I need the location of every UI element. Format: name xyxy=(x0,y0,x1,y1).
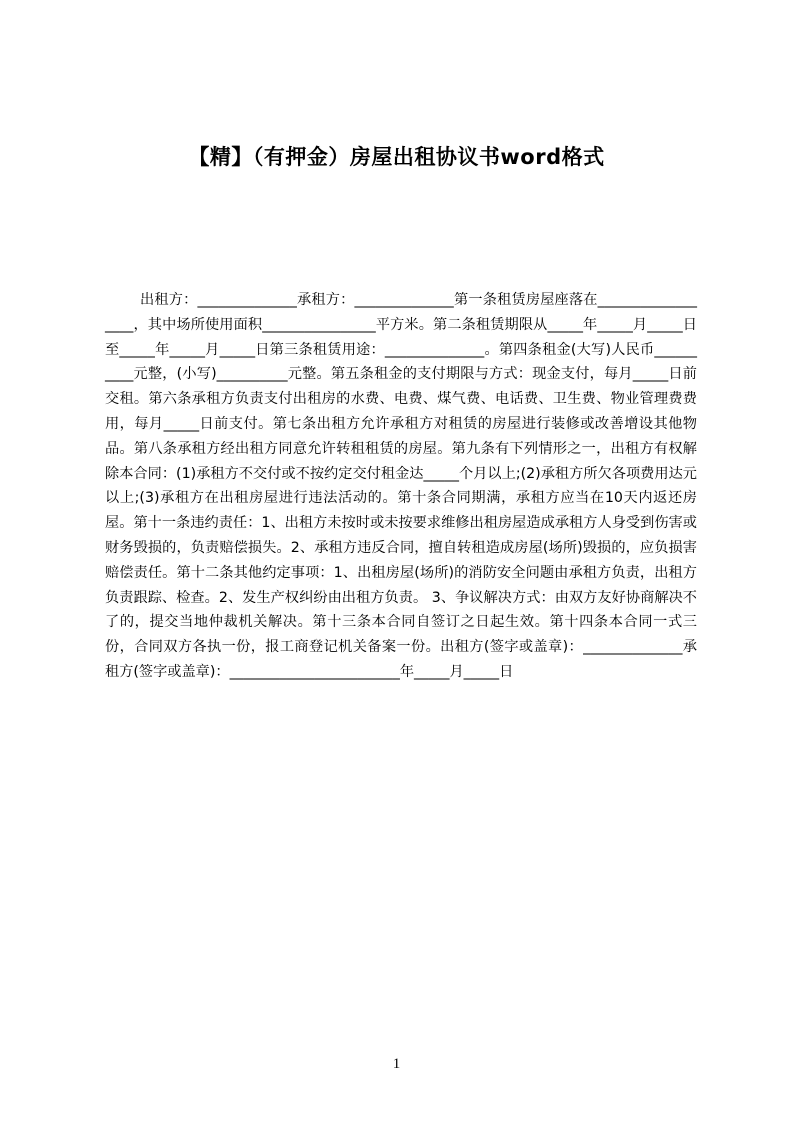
document-title: 【精】（有押金）房屋出租协议书word格式 xyxy=(188,145,605,169)
page-number: 1 xyxy=(392,1056,401,1072)
contract-body-text: 出租方：______________承租方：______________第一条租赁房屋座落在__________________，其中场所使用面积________________平方米。第二条租赁期限从_____年_____月_____日至_____年_____月_____日第三条租赁用途：______________。第四条租金(大写)人民币__________元整，(小写)__________元整。第五条租金的支付期限与方式：现金支付，每月_____日前交租。第六条承租方负责支付出租房的水费、电费、煤气费、电话费、卫生费、物业管理费费用，每月_____日前支付。第七条出租方允许承租方对租赁的房屋进行装修或改善增设其他物品。第八条承租方经出租方同意允许转租租赁的房屋。第九条有下列情形之一，出租方有权解除本合同：(1)承租方不交付或不按约定交付租金达_____个月以上;(2)承租方所欠各项费用达元以上;(3)承租方在出租房屋进行违法活动的。第十条合同期满，承租方应当在10天内返还房屋。第十一条违约责任：1、出租方未按时或未按要求维修出租房屋造成承租方人身受到伤害或财务毁损的，负责赔偿损失。2、承租方违反合同，擅自转租造成房屋(场所)毁损的，应负损害赔偿责任。第十二条其他约定事项：1、出租房屋(场所)的消防安全问题由承租方负责，出租方负责跟踪、检查。2、发生产权纠纷由出租方负责。 3、争议解决方式：由双方友好协商解决不了的，提交当地仲裁机关解决。第十三条本合同自签订之日起生效。第十四条本合同一式三份，合同双方各执一份，报工商登记机关备案一份。出租方(签字或盖章)：______________承租方(签字或盖章)：________________________年_____月_____日 xyxy=(105,292,697,680)
